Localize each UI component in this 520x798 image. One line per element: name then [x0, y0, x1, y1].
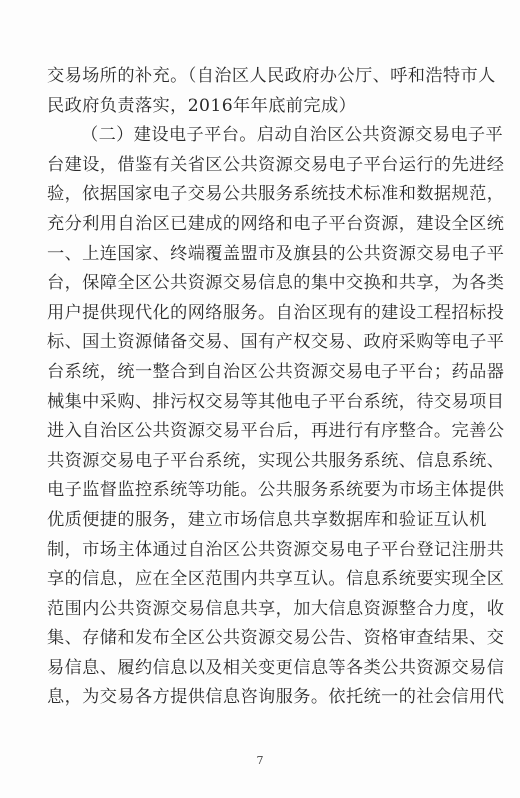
text-line: 息，为交易各方提供信息咨询服务。依托统一的社会信用代: [47, 687, 505, 708]
text-line: 台，保障全区公共资源交易信息的集中交换和共享，为各类: [47, 273, 505, 294]
text-line: 优质便捷的服务，建立市场信息共享数据库和验证互认机: [47, 509, 487, 530]
text-line: 制，市场主体通过自治区公共资源交易电子平台登记注册共: [47, 539, 505, 560]
body-text: [47, 62, 505, 713]
text-line: （二）建设电子平台。启动自治区公共资源交易电子平: [81, 125, 504, 146]
text-line: 进入自治区公共资源交易平台后，再进行有序整合。完善公: [47, 421, 505, 442]
text-line: 用户提供现代化的网络服务。自治区现有的建设工程招标投: [47, 302, 505, 323]
text-line: 械集中采购、排污权交易等其他电子平台系统，待交易项目: [47, 391, 505, 412]
text-line: 台系统，统一整合到自治区公共资源交易电子平台；药品器: [47, 361, 505, 382]
text-line: 台建设，借鉴有关省区公共资源交易电子平台运行的先进经: [47, 154, 505, 175]
text-line: 一、上连国家、终端覆盖盟市及旗县的公共资源交易电子平: [47, 243, 505, 264]
text-line: 充分利用自治区已建成的网络和电子平台资源，建设全区统: [47, 213, 505, 234]
text-line: 民政府负责落实，2016年年底前完成）: [47, 95, 357, 116]
text-line: 电子监督监控系统等功能。公共服务系统要为市场主体提供: [47, 480, 505, 501]
text-line: 集、存储和发布全区公共资源交易公告、资格审查结果、交: [47, 628, 505, 649]
page-number: 7: [256, 754, 264, 767]
text-line: 享的信息，应在全区范围内共享互认。信息系统要实现全区: [47, 569, 505, 590]
text-line: 共资源交易电子平台系统，实现公共服务系统、信息系统、: [47, 450, 505, 471]
text-line: 验，依据国家电子交易公共服务系统技术标准和数据规范，: [47, 184, 505, 205]
text-line: 交易场所的补充。（自治区人民政府办公厅、呼和浩特市人: [47, 66, 496, 86]
text-line: 易信息、履约信息以及相关变更信息等各类公共资源交易信: [47, 657, 505, 678]
text-line: 标、国土资源储备交易、国有产权交易、政府采购等电子平: [47, 332, 505, 353]
text-line: 范围内公共资源交易信息共享，加大信息资源整合力度，收: [47, 598, 505, 619]
